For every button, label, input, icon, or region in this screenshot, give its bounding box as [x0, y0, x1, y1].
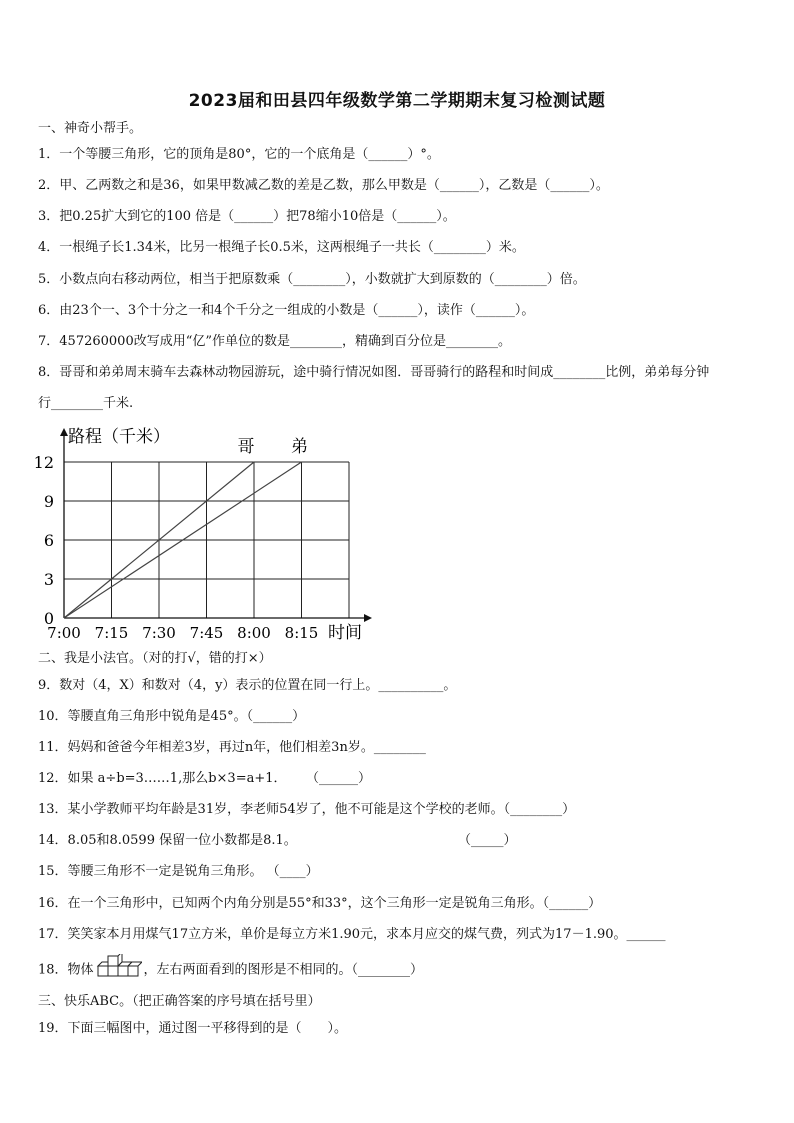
chart-series [64, 437, 308, 618]
y-tick-label: 0 [43, 609, 54, 628]
question-14-blank: （_____） [458, 833, 517, 848]
question-19: 19．下面三幅图中，通过图一平移得到的是（ ）。 [38, 1021, 348, 1036]
question-16: 16．在一个三角形中，已知两个内角分别是55°和33°，这个三角形一定是锐角三角形。（______） [38, 896, 602, 911]
series-label-2: 弟 [291, 437, 308, 457]
question-18-text-a: 18．物体 [38, 962, 94, 978]
question-15: 15．等腰三角形不一定是锐角三角形。 （____） [38, 864, 319, 879]
y-tick-label: 12 [33, 453, 54, 472]
question-1: 1．一个等腰三角形，它的顶角是80°，它的一个底角是（______）°。 [38, 147, 440, 162]
section-2-heading: 二、我是小法官。（对的打√，错的打×） [38, 651, 272, 666]
section-1-heading: 一、神奇小帮手。 [38, 121, 143, 136]
x-tick-label: 8:00 [237, 624, 271, 642]
x-tick-label: 7:30 [142, 624, 176, 642]
y-tick-label: 6 [43, 531, 54, 550]
question-4: 4．一根绳子长1.34米，比另一根绳子长0.5米，这两根绳子一共长（________）米。 [38, 240, 525, 255]
question-18 [38, 960, 764, 980]
y-axis-arrow [60, 428, 68, 436]
question-12-text: 12．如果 a÷b=3……1,那么b×3=a+1． [38, 771, 287, 786]
question-9: 9．数对（4，X）和数对（4，y）表示的位置在同一行上。__________。 [38, 678, 457, 693]
question-14 [38, 832, 764, 850]
question-12 [38, 770, 764, 788]
question-8-line-2: 行________千米. [38, 396, 134, 411]
x-tick-label: 7:45 [189, 624, 224, 642]
x-tick-labels [47, 624, 318, 642]
section-3-heading: 三、快乐ABC。（把正确答案的序号填在括号里） [38, 994, 321, 1009]
question-11: 11．妈妈和爸爸今年相差3岁，再过n年，他们相差3n岁。________ [38, 740, 426, 755]
x-tick-label: 8:15 [284, 624, 319, 642]
chart-grid [64, 462, 349, 618]
question-5: 5．小数点向右移动两位，相当于把原数乘（________），小数就扩大到原数的（________）倍。 [38, 272, 586, 287]
x-axis-label: 时间 [328, 623, 362, 643]
chart-axes [60, 428, 372, 622]
y-axis-label: 路程（千米） [68, 427, 170, 447]
question-8-line-1: 8．哥哥和弟弟周末骑车去森林动物园游玩，途中骑行情况如图．哥哥骑行的路程和时间成________比例，弟弟每分钟 [38, 365, 710, 380]
question-7: 7．457260000改写成用“亿”作单位的数是________，精确到百分位是________。 [38, 334, 512, 349]
series-label-1: 哥 [237, 437, 255, 457]
question-14-text: 14．8.05和8.0599 保留一位小数都是8.1。 [38, 833, 297, 848]
question-10: 10．等腰直角三角形中锐角是45°。（______） [38, 709, 306, 724]
question-12-blank: （______） [306, 771, 372, 786]
page-title: 2023届和田县四年级数学第二学期期末复习检测试题 [188, 91, 606, 111]
cube-stack-figure [96, 954, 142, 980]
y-tick-labels [34, 453, 54, 628]
question-17: 17．笑笑家本月用煤气17立方米，单价是每立方米1.90元，求本月应交的煤气费，列式为17－1.90。______ [38, 927, 666, 942]
question-2: 2．甲、乙两数之和是36，如果甲数减乙数的差是乙数，那么甲数是（______），乙数是（______）。 [38, 178, 609, 193]
distance-time-chart [28, 420, 388, 650]
question-13: 13．某小学教师平均年龄是31岁，李老师54岁了，他不可能是这个学校的老师。（________） [38, 802, 576, 817]
y-tick-label: 3 [43, 570, 54, 589]
x-axis-arrow [364, 614, 372, 622]
question-3: 3．把0.25扩大到它的100 倍是（______）把78缩小10倍是（______）。 [38, 209, 456, 224]
question-6: 6．由23个一、3个十分之一和4个千分之一组成的小数是（______），读作（______）。 [38, 303, 535, 318]
x-tick-label: 7:00 [47, 624, 81, 642]
x-tick-label: 7:15 [94, 624, 129, 642]
question-18-text-b: ，左右两面看到的图形是不相同的。（________） [143, 962, 424, 978]
y-tick-label: 9 [43, 492, 54, 511]
